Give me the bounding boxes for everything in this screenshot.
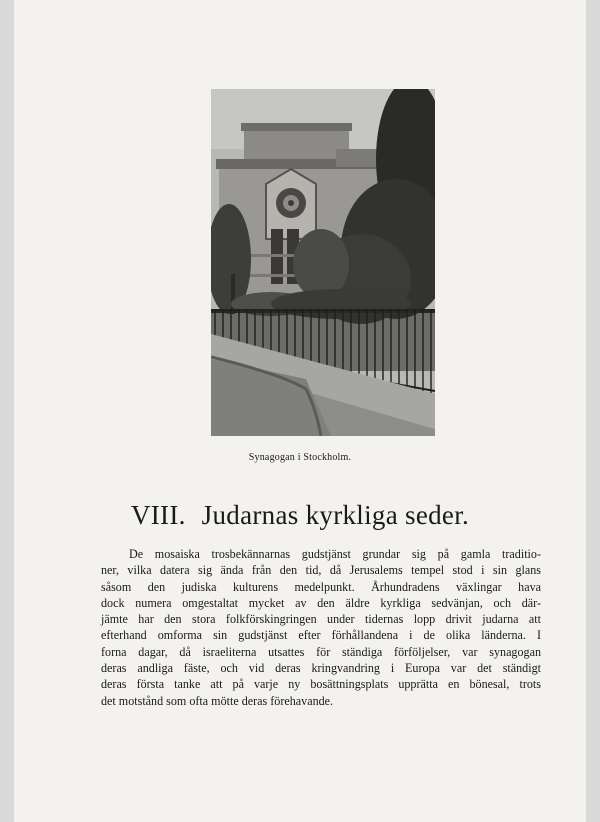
book-page bbox=[14, 0, 586, 822]
paragraph-line: forna dagar, då israeliterna utsattes för ständiga förföljelser, var synagogan bbox=[101, 644, 541, 659]
synagogue-illustration bbox=[211, 89, 435, 436]
photo-caption: Synagogan i Stockholm. bbox=[248, 452, 352, 463]
chapter-body-paragraph bbox=[101, 546, 541, 709]
chapter-title-text: Judarnas kyrkliga seder. bbox=[201, 500, 470, 530]
paragraph-line: ner, vilka datera sig ända från den tid, då Jerusalems tempel stod i sin glans bbox=[101, 563, 541, 578]
paragraph-line: jämte har den stora folkförskingringen under tidernas lopp drivit judarna att bbox=[101, 612, 541, 627]
paragraph-line: såsom den judiska kulturens medelpunkt. Århundradens växlingar hava bbox=[101, 579, 541, 594]
paragraph-line: dock numera omgestaltat mycket av den äldre kyrkliga sedvänjan, och där- bbox=[101, 595, 541, 610]
chapter-number: VIII. bbox=[130, 500, 186, 530]
paragraph-line: deras andliga fäste, och vid deras kringvandring i Europa var det ständigt bbox=[101, 661, 541, 676]
paragraph-line: deras första tanke att på varje ny bosättningsplats upprätta en bönesal, trots bbox=[101, 677, 541, 692]
paragraph-line: De mosaiska trosbekännarnas gudstjänst grundar sig på gamla traditio- bbox=[129, 547, 541, 561]
paragraph-line: efterhand omforma sin gudstjänst efter förhållandena i de olika länderna. I bbox=[101, 628, 541, 643]
synagogue-photograph bbox=[211, 89, 435, 436]
chapter-heading bbox=[14, 500, 586, 531]
paragraph-line: det motstånd som ofta mötte deras förehavande. bbox=[101, 693, 334, 708]
